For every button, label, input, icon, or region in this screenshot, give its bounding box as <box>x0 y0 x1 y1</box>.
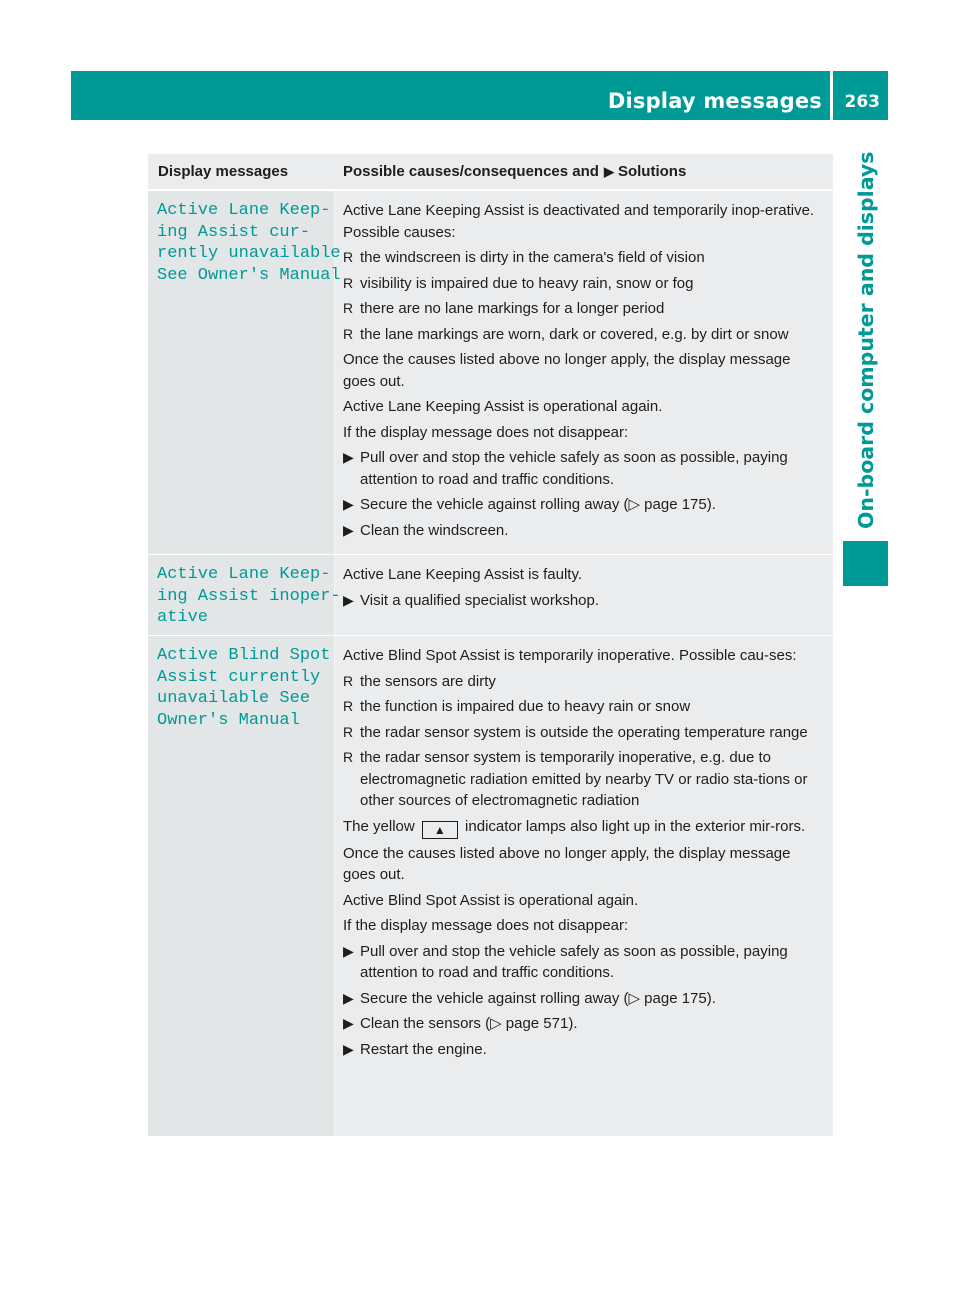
step-item: ▶ Secure the vehicle against rolling away (▷ page 175). <box>343 988 827 1010</box>
bullet-icon: R <box>343 325 354 342</box>
message-cell <box>148 636 335 1136</box>
description: Active Lane Keeping Assist is faulty. <box>343 566 583 583</box>
description: The yellow ▲ indicator lamps also light up in the exterior mir-rors. <box>343 817 806 837</box>
list-item: R the lane markings are worn, dark or covered, e.g. by dirt or snow <box>343 324 827 346</box>
description: Active Blind Spot Assist is temporarily inoperative. Possible cau-ses: <box>343 647 797 664</box>
step-item: ▶ Visit a qualified specialist workshop. <box>343 590 827 612</box>
table-header <box>148 154 833 190</box>
bullet-icon: R <box>343 749 354 765</box>
description: If the display message does not disappear: <box>343 423 629 441</box>
step-item: ▶ Clean the windscreen. <box>343 520 827 542</box>
description: If the display message does not disappear: <box>343 917 629 934</box>
description: Active Lane Keeping Assist is deactivated and temporarily inop-erative. Possible causes: <box>343 202 815 241</box>
description: Active Lane Keeping Assist is operational again. <box>343 398 663 415</box>
step-item: ▶ Pull over and stop the vehicle safely as soon as possible, paying attention to road and traffic conditions. <box>343 447 827 490</box>
bullet-icon: R <box>343 249 354 265</box>
bullet-icon: R <box>343 723 354 740</box>
display-message: Active Lane Keep‐ ing Assist cur‐ rently unavailable See Owner's Manual <box>157 201 341 285</box>
step-item: ▶ Restart the engine. <box>343 1039 827 1061</box>
step-arrow-icon: ▶ <box>343 942 354 959</box>
solution-cell <box>335 636 833 1136</box>
solution-cell <box>335 555 833 635</box>
step-item: ▶ Pull over and stop the vehicle safely as soon as possible, paying attention to road and traffic conditions. <box>343 941 827 984</box>
bullet-icon: R <box>343 300 354 316</box>
message-cell <box>148 191 341 554</box>
list-item: R the sensors are dirty <box>343 671 827 693</box>
column-header-solutions-label: Solutions <box>617 163 687 180</box>
step-arrow-icon: ▶ <box>343 496 354 512</box>
step-arrow-icon: ▶ <box>343 591 354 608</box>
list-item: R there are no lane markings for a longer period <box>343 298 827 320</box>
description: Once the causes listed above no longer apply, the display message goes out. <box>343 351 791 390</box>
list-item: R the windscreen is dirty in the camera's field of vision <box>343 247 827 269</box>
page-header <box>71 71 888 120</box>
message-cell <box>148 555 341 635</box>
blind-spot-indicator-icon: ▲ <box>422 821 458 839</box>
column-header-causes: Possible causes/consequences and <box>343 163 599 180</box>
arrow-right-icon: ▶ <box>603 163 614 179</box>
page-number: 263 <box>844 92 880 112</box>
step-arrow-icon: ▶ <box>343 1040 354 1057</box>
display-messages-table <box>148 154 833 1136</box>
column-header-solutions <box>334 154 686 189</box>
header-title: Display messages <box>607 89 822 113</box>
bullet-icon: R <box>343 698 354 714</box>
section-marker <box>843 541 888 586</box>
list-item: R the radar sensor system is temporarily inoperative, e.g. due to electromagnetic radiation emitted by nearby TV or radio sta-tions or other sources of electromagnetic radiation <box>343 747 827 812</box>
description: Active Blind Spot Assist is operational again. <box>343 891 639 909</box>
table-row <box>148 635 833 1136</box>
step-arrow-icon: ▶ <box>343 521 354 538</box>
step-item: ▶ Secure the vehicle against rolling away (▷ page 175). <box>343 494 827 516</box>
section-label: On-board computer and displays <box>853 151 878 529</box>
bullet-icon: R <box>343 672 354 689</box>
solution-cell <box>335 191 833 554</box>
bullet-icon: R <box>343 274 354 291</box>
table-row <box>148 190 833 554</box>
list-item: R the function is impaired due to heavy rain or snow <box>343 696 827 718</box>
display-message: Active Blind Spot Assist currently unavailable See Owner's Manual <box>157 646 331 730</box>
list-item: R visibility is impaired due to heavy rain, snow or fog <box>343 273 827 295</box>
step-arrow-icon: ▶ <box>343 989 354 1006</box>
table-row <box>148 554 833 635</box>
list-item: R the radar sensor system is outside the operating temperature range <box>343 722 827 744</box>
section-side-tab <box>843 130 888 533</box>
column-header-messages: Display messages <box>158 163 289 180</box>
step-arrow-icon: ▶ <box>343 1015 354 1031</box>
step-item: ▶ Clean the sensors (▷ page 571). <box>343 1013 827 1035</box>
display-message: Active Lane Keep‐ ing Assist inoper‐ ative <box>157 565 341 627</box>
description: Once the causes listed above no longer apply, the display message goes out. <box>343 844 791 883</box>
step-arrow-icon: ▶ <box>343 449 354 465</box>
header-divider <box>830 71 833 120</box>
